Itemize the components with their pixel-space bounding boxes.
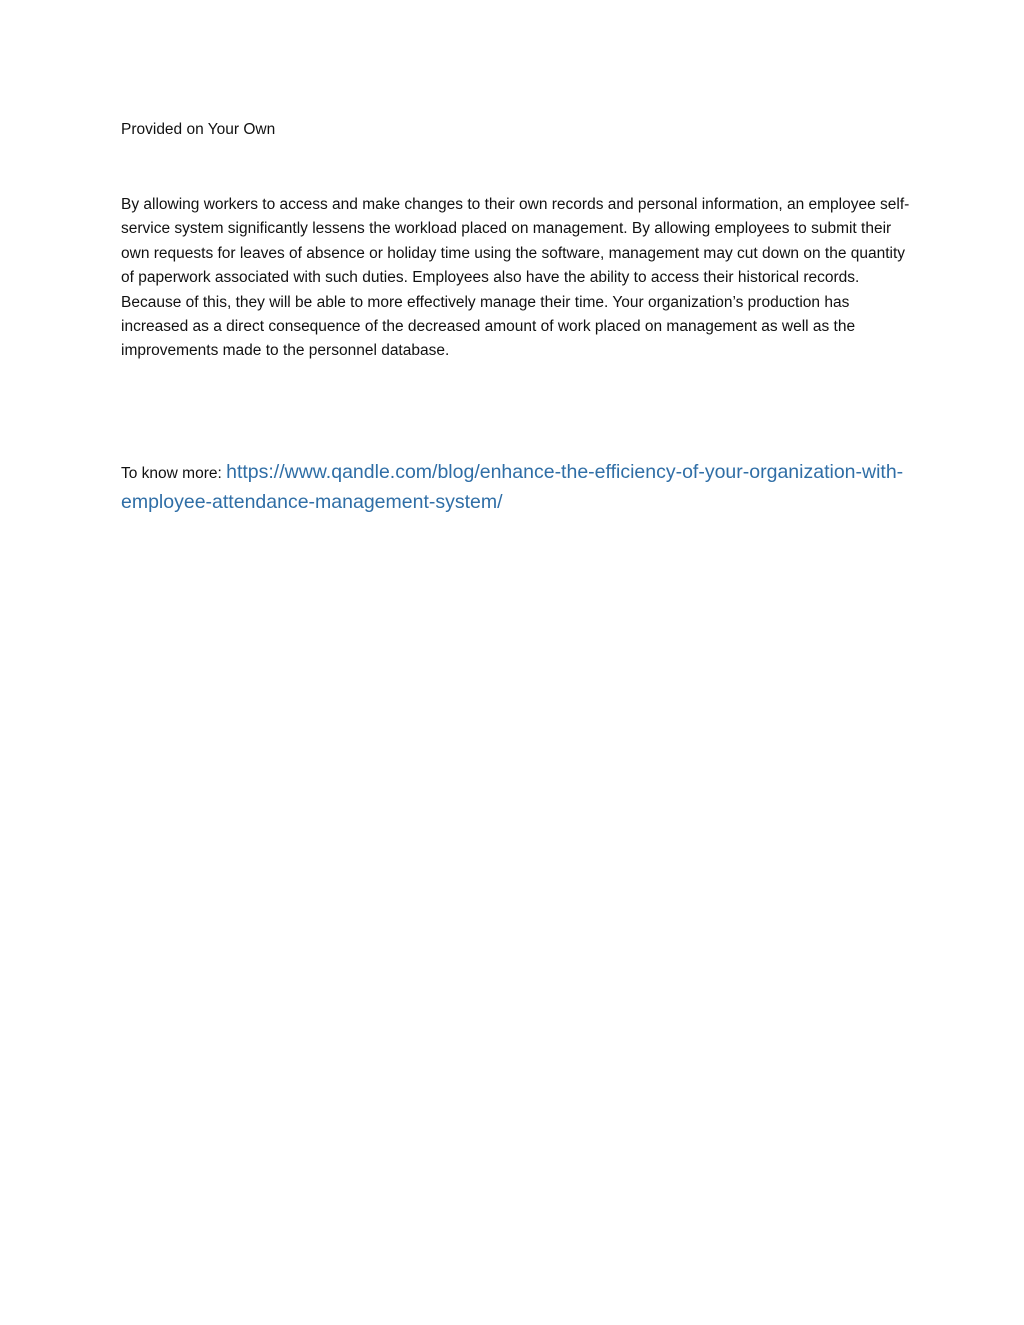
document-content: [121, 118, 911, 518]
know-more-label: To know more:: [121, 464, 227, 482]
section-heading: Provided on Your Own: [121, 121, 276, 138]
know-more-link[interactable]: https://www.qandle.com/blog/enhance-the-efficiency-of-your-organization-with-employee-attendance-management-system/: [121, 460, 904, 513]
body-paragraph: By allowing workers to access and make changes to their own records and personal information, an employee self-service system significantly lessens the workload placed on management. By allowing employees to submit their own requests for leaves of absence or holiday time using the software, management may cut down on the quantity of paperwork associated with such duties. Employees also have the ability to access their historical records. Because of this, they will be able to more effectively manage their time. Your organization’s production has increased as a direct consequence of the decreased amount of work placed on management as well as the improvements made to the personnel database.: [121, 196, 910, 360]
know-more-line: [121, 458, 911, 518]
